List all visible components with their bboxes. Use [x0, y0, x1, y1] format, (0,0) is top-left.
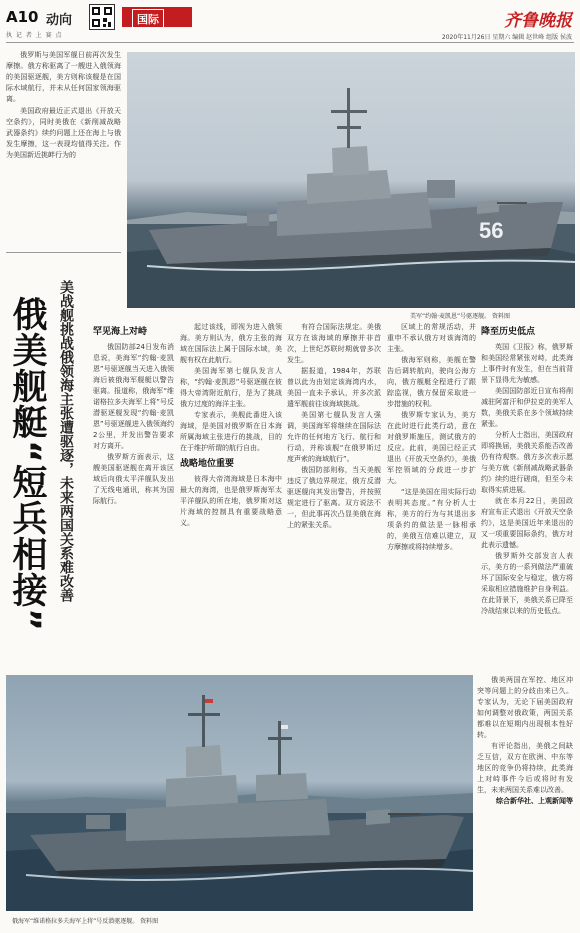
lede-paragraph: 美国政府最近正式退出《开放天空条约》，同时美俄在《新削减战略武器条约》续约问题上还在海上与俄发生摩擦，这一表现均值得关注。作为美国新近挑衅行为的: [6, 107, 121, 159]
paragraph: 美国第七舰队发言人强调，美国海军将继续在国际法允许的任何地方飞行、航行和行动，并称该舰“在俄罗斯过度声索的海域航行”。: [287, 411, 381, 463]
lede-divider: [6, 252, 121, 253]
dateline: 2020年11月26日 星期六 编辑 赵世峰 组版 侯波: [441, 34, 572, 41]
paragraph: 俄罗斯专家认为，美方在此时进行此类行动，意在对俄罗斯施压，测试俄方的反应。此前，美国已经正式退出《开放天空条约》，美俄军控领域的分歧进一步扩大。: [387, 411, 476, 485]
paragraph: 美国海军第七舰队发言人称，“约翰·麦凯恩”号驱逐舰在彼得大帝湾附近航行，是为了挑战俄方过度的海洋主张。: [180, 367, 282, 408]
article-column: [387, 322, 476, 553]
paragraph: 俄国防部24日发布消息说，美海军“约翰·麦凯恩”号驱逐舰当天进入俄领海后被俄海军舰艇以警告驱离。报道称，俄海军“维诺格拉多夫海军上将”号反潜驱逐舰发现“约翰·麦凯恩”号驱逐舰进入俄领海约2公里，并发出警告要求对方离开。: [93, 343, 174, 450]
paragraph: 就在本月22日，美国政府宣布正式退出《开放天空条约》，这是美国近年来退出的又一项重要国际条约，俄方对此表示遗憾。: [481, 497, 573, 549]
photo-caption: 美军“约翰·麦凯恩”号驱逐舰。 资料图: [410, 313, 511, 320]
paragraph: 有评论指出，美俄之间缺乏互信，双方在欧洲、中东等地区的竞争仍将持续，此类海上对峙事件今后或将时有发生，未来两国关系难以改善。: [477, 742, 573, 794]
paragraph: 起过该线，即视为进入俄领海。美方则认为，俄方主张的海域在国际法上属于国际水域，美舰有权在此航行。: [180, 323, 282, 364]
subheadline: 美战舰挑战俄领海主张遭驱逐，未来两国关系难改善: [58, 280, 74, 602]
lede-summary: [6, 50, 121, 162]
paragraph: 俄美两国在军控、地区冲突等问题上的分歧由来已久。专家认为，无论下届美国政府如何调整对俄政策，两国关系都难以在短期内出现根本性好转。: [477, 676, 573, 739]
newspaper-logo: 齐鲁晚报: [504, 11, 572, 31]
qr-code-icon[interactable]: [89, 4, 115, 30]
paragraph: “这是美国在用实际行动表明其态度。”有分析人士称，美方的行为与其退出多项条约的做法是一脉相承的，美俄互信难以建立，双方摩擦或将持续增多。: [387, 488, 476, 551]
article-column: [477, 675, 573, 807]
paragraph: 俄罗斯外交部发言人表示，美方的一系列做法严重破坏了国际安全与稳定，俄方将采取相应措施维护自身利益。在此背景下，美俄关系已降至冷战结束以来的历史低点。: [481, 552, 573, 615]
photo-russian-destroyer[interactable]: [6, 675, 473, 911]
paragraph: 专家表示，美舰此番进入该海域，是美国对俄罗斯在日本海所属海域主张进行的挑战，目的在于维护所谓的航行自由。: [180, 411, 282, 452]
paragraph: 区域上的常规活动，并重申不承认俄方对该海湾的主张。: [387, 323, 476, 353]
article-column: [287, 322, 381, 531]
paragraph: 有符合国际法规定。美俄双方在该海域的摩擦并非首次，上世纪苏联时期就曾多次发生。: [287, 323, 381, 364]
paragraph: 分析人士指出，美国政府即将换届，美俄关系能否改善仍有待观察。俄方多次表示愿与美方就《新削减战略武器条约》续约进行磋商，但至今未取得实质进展。: [481, 431, 573, 494]
destroyer-illustration: [127, 52, 575, 308]
photo-destroyer[interactable]: [127, 52, 575, 308]
page-number: A10: [6, 8, 39, 26]
article-column: [481, 322, 573, 617]
paragraph: 英国《卫报》称，俄罗斯和美国经常紧张对峙，此类海上事件时有发生，但在当前背景下显得尤为敏感。: [481, 343, 573, 384]
section-name: 动向: [46, 13, 73, 28]
section-heading: 降至历史低点: [481, 327, 536, 337]
russian-destroyer-illustration: [6, 675, 473, 911]
editor-line: 执 记 者 上 赛 点: [6, 32, 63, 39]
section-heading: 战略地位重要: [180, 459, 235, 469]
section-tag[interactable]: 国际: [122, 7, 192, 27]
paragraph: 俄海军则称，美舰在警告后调转航向，驶向公海方向，俄方舰艇全程进行了跟踪监视，俄方保留采取进一步措施的权利。: [387, 356, 476, 408]
section-heading: 罕见海上对峙: [93, 327, 148, 337]
paragraph: 美国国防部近日宣布将削减驻阿富汗和伊拉克的美军人数，美俄关系在多个领域持续紧张。: [481, 387, 573, 428]
headline: 俄美舰艇“短兵相接”: [7, 296, 47, 633]
source-signature: 综合新华社、上观新闻等: [496, 797, 573, 805]
article-column: [93, 322, 174, 507]
header-divider: [6, 42, 574, 43]
page-header: [0, 0, 580, 44]
hull-number: 56: [479, 218, 504, 243]
photo-caption: 俄海军“维诺格拉多夫海军上将”号反潜驱逐舰。 资料图: [12, 918, 159, 925]
paragraph: 俄罗斯方面表示，这艘美国驱逐舰在离开该区域后向俄太平洋舰队发出了无线电通讯，称其为国际航行。: [93, 453, 174, 505]
paragraph: 彼得大帝湾海域是日本海中最大的海湾，也是俄罗斯海军太平洋舰队的所在地，俄罗斯对这片海域的控制具有重要战略意义。: [180, 475, 282, 527]
article-column: [180, 322, 282, 529]
lede-paragraph: 俄罗斯与美国军舰日前再次发生摩擦。俄方称驱离了一艘进入俄领海的美国驱逐舰，美方则称该舰是在国际水域航行，并未从任何国家领海驱离。: [6, 51, 121, 103]
paragraph: 俄国防部则称，当天美舰违反了俄边界规定，俄方反潜驱逐舰向其发出警告，并按照规定进行了驱离。双方说法不一，但此事再次凸显美俄在海上的紧张关系。: [287, 466, 381, 529]
paragraph: 据报道，1984年，苏联曾以此为由划定该海湾内水，美国一直未予承认，并多次派遣军舰前往该海域挑战。: [287, 367, 381, 408]
